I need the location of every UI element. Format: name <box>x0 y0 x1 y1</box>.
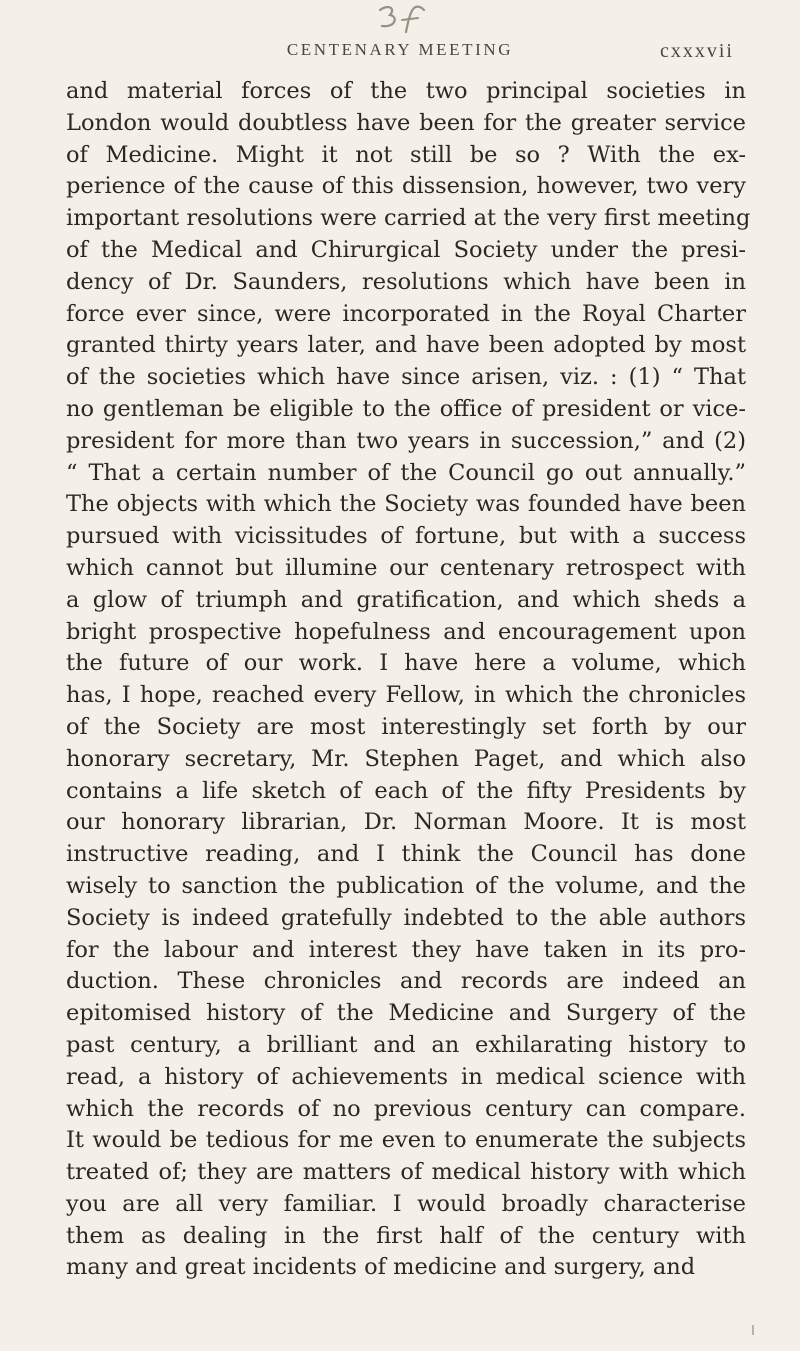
text-line: It would be tedious for me even to enumerate the subjects <box>66 1127 746 1154</box>
text-line: of the Society are most interestingly set forth by our <box>66 713 746 740</box>
text-line: no gentleman be eligible to the office of president or vice- <box>66 395 746 422</box>
text-line: which cannot but illumine our centenary retrospect with <box>66 554 746 581</box>
text-line: which the records of no previous century can compare. <box>66 1095 746 1122</box>
paper-speck <box>752 1325 754 1335</box>
text-line: a glow of triumph and gratification, and which sheds a <box>66 586 746 613</box>
running-head <box>66 40 734 68</box>
body-text <box>66 76 751 1284</box>
text-line: has, I hope, reached every Fellow, in which the chronicles <box>66 682 746 709</box>
text-line: London would doubtless have been for the greater service <box>66 109 746 136</box>
text-line: our honorary librarian, Dr. Norman Moore. It is most <box>66 809 746 836</box>
text-line: past century, a brilliant and an exhilarating history to <box>66 1031 746 1058</box>
text-line: contains a life sketch of each of the fifty Presidents by <box>66 777 746 804</box>
text-line: you are all very familiar. I would broadly characterise <box>66 1190 746 1217</box>
text-line: Society is indeed gratefully indebted to the able authors <box>66 904 746 931</box>
text-line: duction. These chronicles and records are indeed an <box>66 968 746 995</box>
text-line: honorary secretary, Mr. Stephen Paget, and which also <box>66 745 746 772</box>
text-line: force ever since, were incorporated in the Royal Charter <box>66 300 746 327</box>
running-title: CENTENARY MEETING <box>286 40 514 59</box>
text-line: president for more than two years in succession,” and (2) <box>66 427 746 454</box>
text-line: instructive reading, and I think the Council has done <box>66 841 746 868</box>
text-line: bright prospective hopefulness and encouragement upon <box>66 618 746 645</box>
text-line: read, a history of achievements in medical science with <box>66 1063 746 1090</box>
text-line: wisely to sanction the publication of the volume, and the <box>66 872 746 899</box>
text-line: treated of; they are matters of medical history with which <box>66 1159 746 1186</box>
text-line: them as dealing in the first half of the century with <box>66 1222 746 1249</box>
text-line: granted thirty years later, and have been adopted by most <box>66 332 746 359</box>
text-line: for the labour and interest they have taken in its pro- <box>66 936 746 963</box>
text-line: the future of our work. I have here a volume, which <box>66 650 746 677</box>
text-line: of the societies which have since arisen, viz. : (1) “ That <box>66 364 746 391</box>
text-line: perience of the cause of this dissension, however, two very <box>66 173 746 200</box>
text-line: The objects with which the Society was founded have been <box>66 491 746 518</box>
text-line: epitomised history of the Medicine and Surgery of the <box>66 1000 746 1027</box>
text-line: dency of Dr. Saunders, resolutions which have been in <box>66 268 746 295</box>
pencil-annotation-mark <box>372 2 432 36</box>
text-line: pursued with vicissitudes of fortune, but with a success <box>66 523 746 550</box>
text-line: important resolutions were carried at the very first meeting <box>66 205 751 232</box>
text-line: of Medicine. Might it not still be so ? With the ex- <box>66 141 746 168</box>
text-line: of the Medical and Chirurgical Society under the presi- <box>66 236 746 263</box>
text-line: many and great incidents of medicine and surgery, and <box>66 1254 696 1281</box>
text-line: and material forces of the two principal societies in <box>66 78 746 104</box>
text-line: “ That a certain number of the Council go out annually.” <box>66 459 746 486</box>
page-number: cxxxvii <box>660 40 734 62</box>
